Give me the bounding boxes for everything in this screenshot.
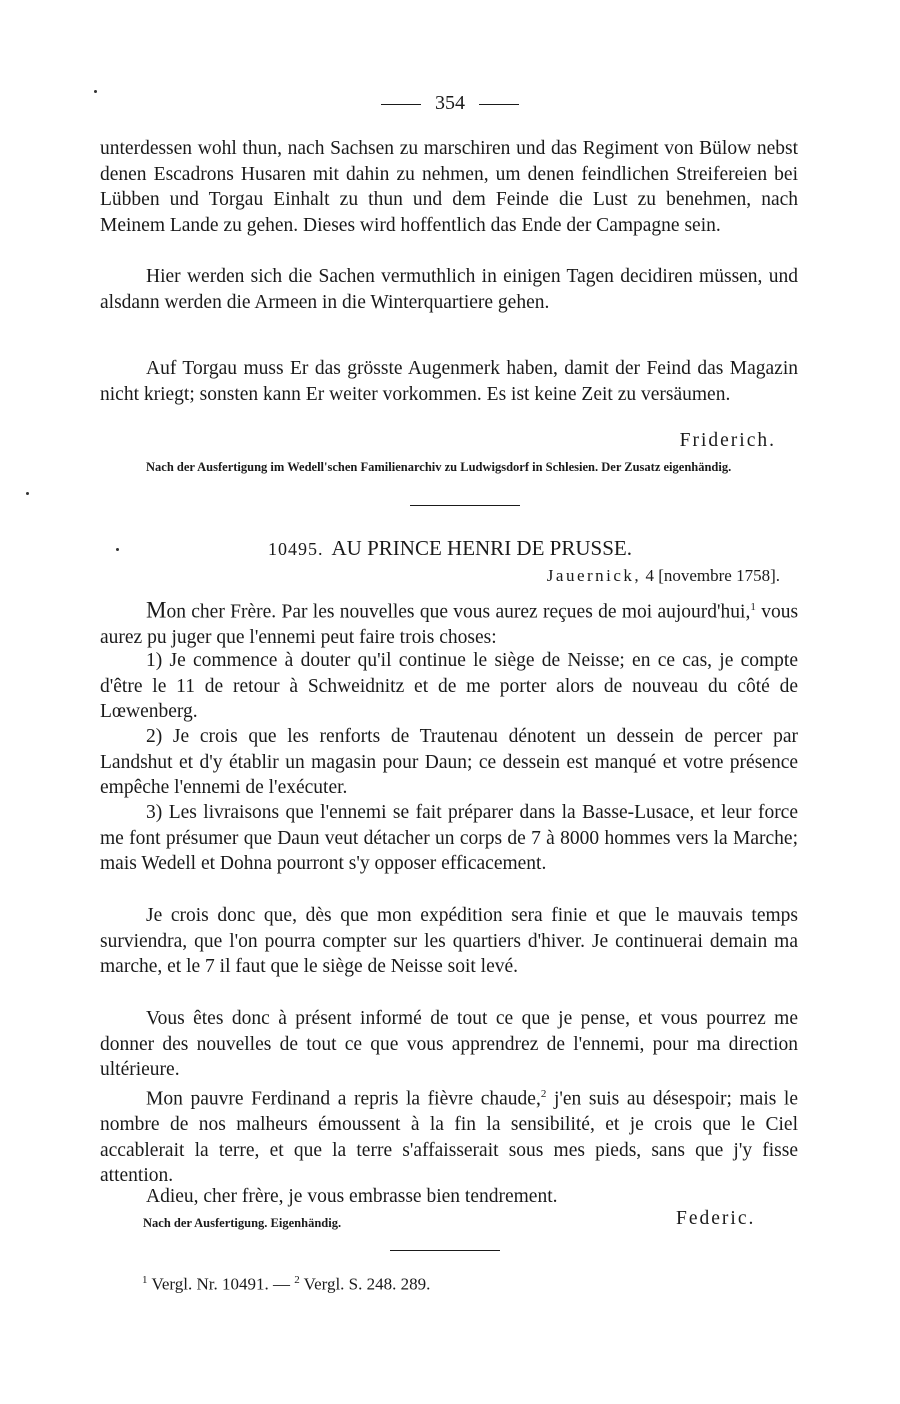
point-1: 1) Je commence à douter qu'il continue le siège de Neisse; en ce cas, je compte d'être le 11 de retour à Schweidnitz et de me porter alors de nouveau du côté de Lœwenberg. [100, 650, 798, 722]
section-divider [410, 505, 520, 506]
footnote-2: Vergl. S. 248. 289. [303, 1274, 431, 1294]
page-number-line [0, 92, 900, 115]
dash-right [479, 104, 519, 105]
opening-sentence: Par les nouvelles que vous aurez reçues de moi aujourd'hui, [281, 601, 751, 623]
letter-place: Jauernick, [546, 566, 642, 585]
salutation-initial: M [146, 597, 167, 623]
footnote-1: Vergl. Nr. 10491. — [151, 1274, 290, 1294]
footnote-mark-2: 2 [294, 1274, 300, 1286]
salutation: on cher Frère. [166, 601, 277, 623]
letter-date: 4 [novembre 1758]. [645, 566, 780, 585]
letter-opening [100, 595, 798, 651]
intro-paragraph-1: unterdessen wohl thun, nach Sachsen zu marschiren und das Regiment von Bülow nebst denen Escadrons Husaren mit dahin zu nehmen, um denen feindlichen Streifereien bei Lübben und Torgau Einhalt zu thun und dem Feinde die Lust zu benehmen, nach Meinem Lande zu gehen. Dieses wird hoffentlich das Ende der Campagne sein. [100, 138, 798, 236]
intro-paragraph-2: Hier werden sich die Sachen vermuthlich in einigen Tagen decidiren müssen, und alsdann werden die Armeen in die Winterquartiere gehen. [100, 266, 798, 313]
footnote-mark-1: 1 [142, 1274, 148, 1286]
footnote-ref-1: 1 [750, 601, 756, 613]
closing-line: Adieu, cher frère, je vous embrasse bien tendrement. [146, 1186, 558, 1207]
signature-federic: Federic. [676, 1208, 756, 1229]
point-3: 3) Les livraisons que l'ennemi se fait préparer dans la Basse-Lusace, et leur force me font présumer que Daun veut détacher un corps de 7 à 8000 hommes vers la Marche; mais Wedell et Dohna pourront s'y opposer efficacement. [100, 802, 798, 874]
intro-paragraph-3: Auf Torgau muss Er das grösste Augenmerk haben, damit der Feind das Magazin nicht kriegt; sonsten kann Er weiter vorkommen. Es ist keine Zeit zu versäumen. [100, 358, 798, 405]
footnotes [142, 1274, 430, 1295]
footnote-ref-2: 2 [540, 1088, 547, 1100]
place-date [547, 566, 780, 586]
scan-speck [116, 548, 119, 551]
letter-heading [0, 536, 900, 561]
source-note-2: Nach der Ausfertigung. Eigenhändig. [143, 1216, 342, 1230]
paragraph-ferdinand [100, 1082, 798, 1189]
opening-sentence-end: vous aurez pu juger que l'ennemi peut faire trois choses: [100, 601, 799, 648]
page-number: 354 [435, 92, 465, 114]
ferdinand-end: j'en suis au désespoir; mais le nombre de nos malheurs émoussent à la fin la sensibilité, et je crois que le Ciel accablerait la terre, et que la terre s'affaisserait sous mes pieds, sans que j'y fisse attention. [100, 1088, 799, 1186]
letter-number: 10495. [268, 539, 324, 559]
paragraph-informed: Vous êtes donc à présent informé de tout ce que je pense, et vous pourrez me donner des nouvelles de tout ce que vous apprendrez de l'ennemi, pour ma direction ultérieure. [100, 1008, 798, 1080]
letter-title: AU PRINCE HENRI DE PRUSSE. [331, 536, 632, 560]
scan-speck [94, 90, 97, 93]
ferdinand-start: Mon pauvre Ferdinand a repris la fièvre chaude, [146, 1088, 541, 1110]
scan-speck [26, 492, 29, 495]
source-note-1: Nach der Ausfertigung im Wedell'schen Familienarchiv zu Ludwigsdorf in Schlesien. Der Zusatz eigenhändig. [146, 460, 732, 474]
footnote-divider [390, 1250, 500, 1251]
paragraph-quarters: Je crois donc que, dès que mon expédition sera finie et que le mauvais temps surviendra, que l'on pourra compter sur les quartiers d'hiver. Je continuerai demain ma marche, et le 7 il faut que le siège de Neisse soit levé. [100, 905, 798, 977]
signature-friderich: Friderich. [679, 430, 776, 451]
point-2: 2) Je crois que les renforts de Trautenau dénotent un dessein de percer par Landshut et d'y établir un magasin pour Daun; ce dessein est manqué et votre présence empêche l'ennemi de l'exécuter. [100, 726, 798, 798]
dash-left [381, 104, 421, 105]
